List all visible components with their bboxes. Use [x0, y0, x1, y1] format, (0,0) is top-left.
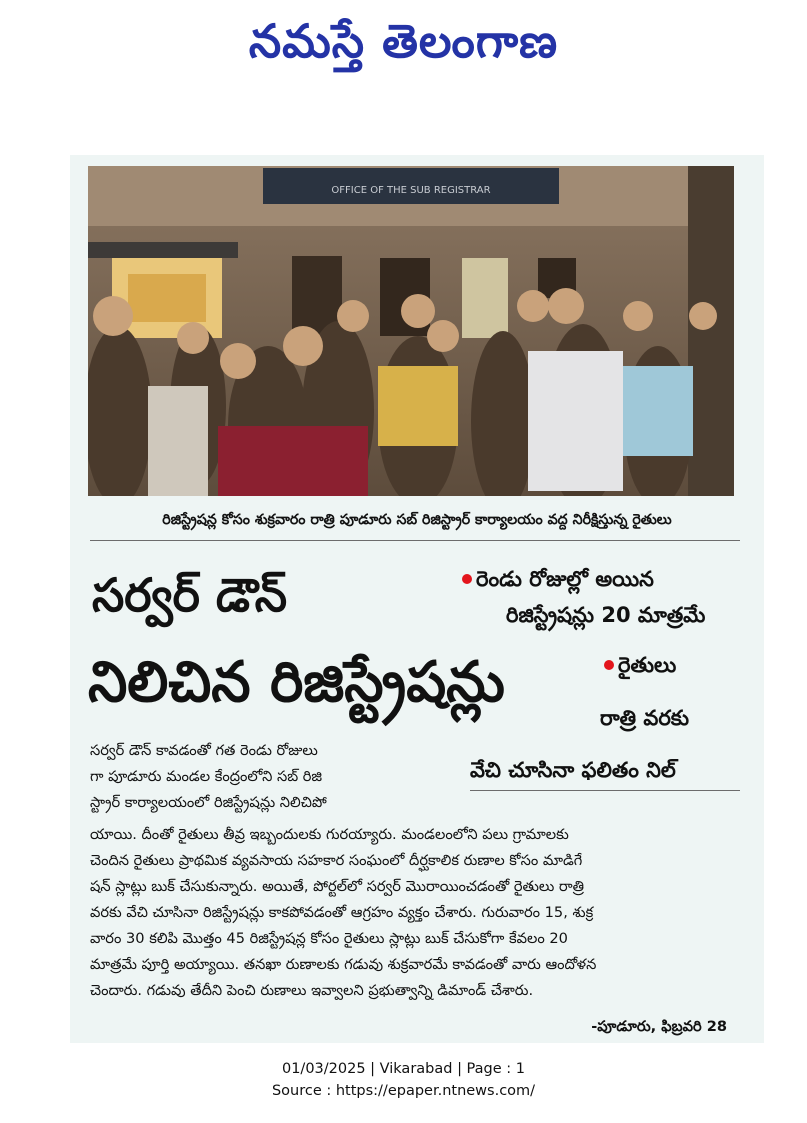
subhead-2-line-2: రాత్రి వరకు [600, 706, 690, 730]
footer-source-link[interactable]: Source : https://epaper.ntnews.com/ [271, 1083, 536, 1099]
subhead-2-line-3: వేచి చూసినా ఫలితం నిల్ [470, 758, 676, 782]
article-body-line: యాయి. దీంతో రైతులు తీవ్ర ఇబ్బందులకు గురయ్యారు. మండలంలోని పలు గ్రామాలకు [90, 826, 569, 843]
headline-line-1: సర్వర్ డౌన్ [92, 568, 288, 622]
article-body-line: చెందిన రైతులు ప్రాథమిక వ్యవసాయ సహకార సంఘంలో దీర్ఘకాలిక రుణాల కోసం మాడిగే [90, 852, 583, 869]
office-sign-text: OFFICE OF THE SUB REGISTRAR [331, 185, 491, 196]
article-body-line: మాత్రమే పూర్తి అయ్యాయి. తనఖా రుణాలకు గడువు శుక్రవారమే కావడంతో వారు ఆందోళన [90, 956, 597, 973]
article-body-line: చెందారు. గడువు తేదీని పెంచి రుణాలు ఇవ్వాలని ప్రభుత్వాన్ని డిమాండ్ చేశారు. [90, 982, 534, 999]
subhead-1-line-2: రిజిస్ట్రేషన్లు 20 మాత్రమే [506, 603, 706, 627]
article-body-line: వరకు వేచి చూసినా రిజిస్ట్రేషన్లు కాకపోవడంతో ఆగ్రహం వ్యక్తం చేశారు. గురువారం 15, శుక్ర [90, 904, 594, 921]
subhead-divider [470, 790, 740, 791]
article-dateline: -పూడూరు, ఫిబ్రవరి 28 [591, 1018, 727, 1035]
article-body-line: వారం 30 కలిపి మొత్తం 45 రిజిస్ట్రేషన్ల కోసం రైతులు స్లాట్లు బుక్ చేసుకోగా కేవలం 20 [90, 930, 568, 947]
subhead-1-line-1: రెండు రోజుల్లో అయిన [476, 567, 654, 591]
crowd-photo-illustration [88, 166, 734, 496]
article-body-line: షన్ స్లాట్లు బుక్ చేసుకున్నారు. అయితే, పోర్టల్‌లో సర్వర్ మొరాయించడంతో రైతులు రాత్రి [90, 878, 585, 895]
bullet-dot-1 [462, 574, 472, 584]
footer-edition-info: 01/03/2025 | Vikarabad | Page : 1 [281, 1061, 525, 1077]
article-body-line: స్ట్రార్ కార్యాలయంలో రిజిస్ట్రేషన్లు నిలిచిపో [90, 794, 327, 811]
news-photo [88, 166, 734, 496]
article-body-line: గా పూడూరు మండల కేంద్రంలోని సబ్ రిజి [90, 768, 323, 785]
caption-divider [90, 540, 740, 541]
bullet-dot-2 [604, 660, 614, 670]
article-body-line: సర్వర్ డౌన్ కావడంతో గత రెండు రోజులు [90, 742, 318, 759]
masthead-title: నమస్తే తెలంగాణ [248, 14, 559, 68]
headline-line-2: నిలిచిన రిజిస్ట్రేషన్లు [88, 650, 505, 715]
subhead-2-line-1: రైతులు [618, 653, 677, 677]
photo-caption: రిజిస్ట్రేషన్ల కోసం శుక్రవారం రాత్రి పూడూరు సబ్ రిజిస్ట్రార్ కార్యాలయం వద్ద నిరీక్షిస్తున్న రైతులు [162, 512, 672, 528]
